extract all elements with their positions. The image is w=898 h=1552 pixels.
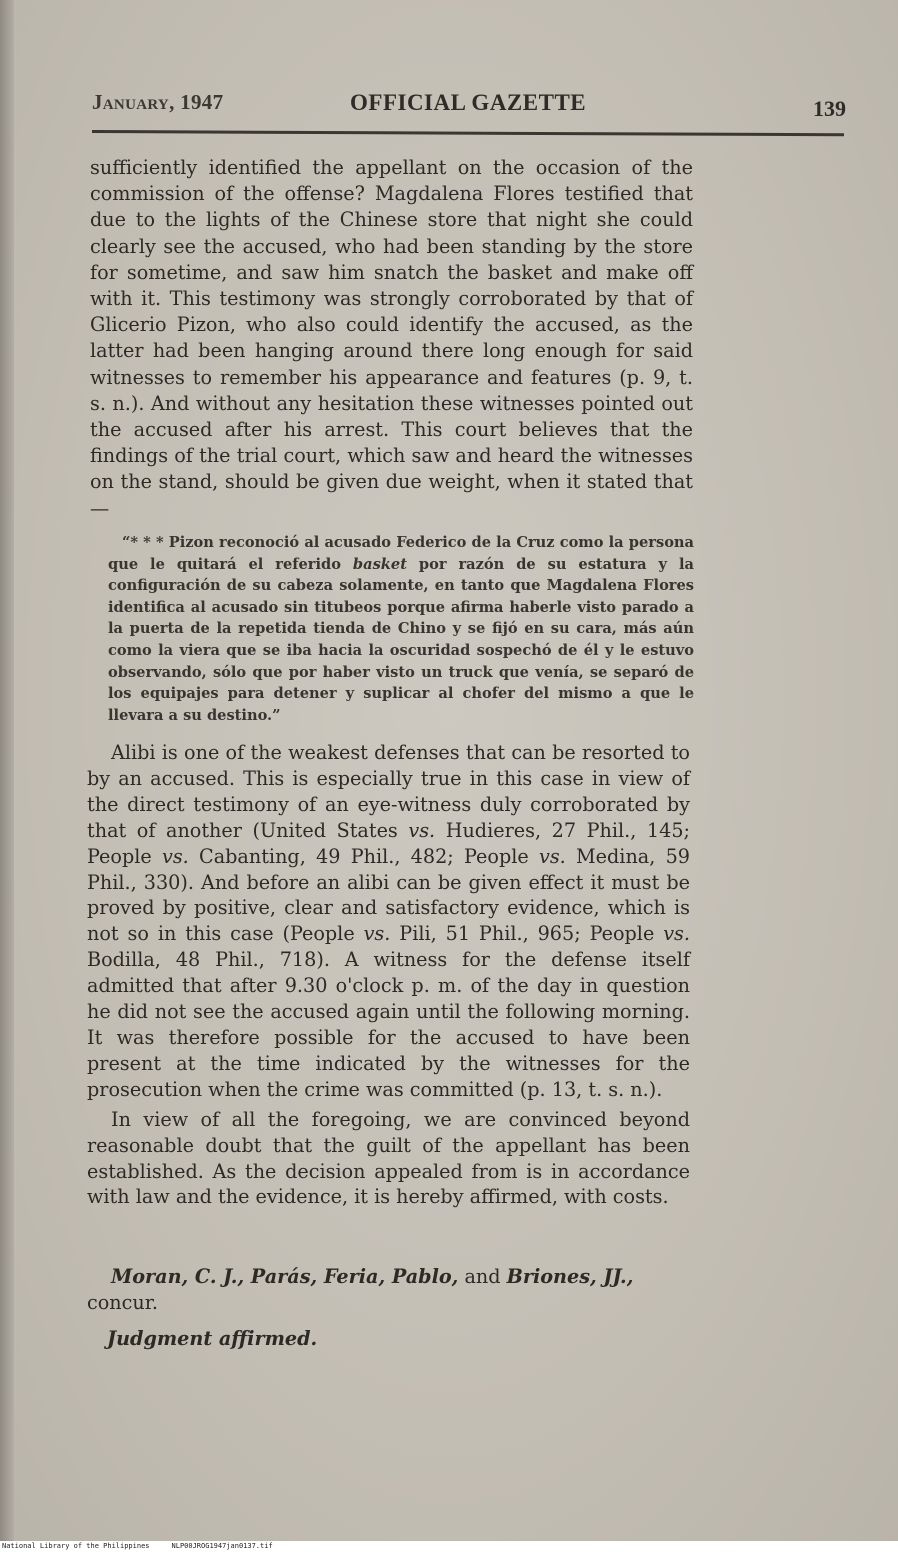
text-run: Alibi is one of the weakest defenses that can be resorted to by an accused. This is especially true in this case in view of the direct testimony of an eye-witness duly corroborated by that of another (United States <box>87 741 690 842</box>
text-run: Medina, 59 Phil., 330). And before an alibi can be given effect it must be proved by positive, clear and satisfactory evidence, which is not so in this case (People <box>87 844 690 946</box>
running-header <box>92 90 852 124</box>
header-date: January, 1947 <box>92 90 224 114</box>
italic-vs: vs. <box>663 922 690 946</box>
header-rule <box>92 130 844 136</box>
footer-filename: NLP00JROG1947jan0137.tif <box>171 1542 273 1550</box>
italic-vs: vs. <box>408 818 436 842</box>
block-quote <box>108 532 694 726</box>
page-number: 139 <box>813 96 846 121</box>
quote-part-a: “* * * Pizon reconoció al acusado Federico de la Cruz como la persona que le quitará el referido <box>108 534 694 573</box>
text-run: and <box>458 1265 507 1288</box>
italic-vs: vs. <box>538 844 566 868</box>
body-section-2 <box>87 740 690 1214</box>
italic-vs: vs. <box>363 922 391 946</box>
concur-word: concur. <box>87 1290 158 1314</box>
text-run: Bodilla, 48 Phil., 718). A witness for the defense itself admitted that after 9.30 o'clock p. m. of the day in question he did not see the accused again until the following morning. It was therefore possible for the accused to have been present at the time indicated by the witnesses for the prosecution when the crime was committed (p. 13, t. s. n.). <box>87 948 690 1101</box>
concur-line <box>87 1264 690 1290</box>
quote-part-b: por razón de su estatura y la configuración de su cabeza solamente, en tanto que Magdalena Flores identifica al acusado sin titubeos porque afirma haberle visto parado a la puerta de la repetida tienda de Chino y se fijó en su cara, más aún como la viera que se iba hacia la oscuridad sospechó de él y le estuvo observando, sólo que por haber visto un truck que venía, se separó de los equipajes para detener y suplicar al chofer del mismo a que le llevara a su destino.” <box>108 555 694 724</box>
judgment-line: Judgment affirmed. <box>107 1327 318 1350</box>
body-paragraph-1 <box>90 155 693 522</box>
paragraph-conclusion: In view of all the foregoing, we are convinced beyond reasonable doubt that the guilt of the appellant has been established. As the decision appealed from is in accordance with law and the evidence, it is hereby affirmed, with costs. <box>87 1107 690 1209</box>
footer-library: National Library of the Philippines <box>2 1542 150 1550</box>
quote-text <box>108 532 694 726</box>
text-run: Pili, 51 Phil., 965; People <box>390 922 664 946</box>
italic-vs: vs. <box>161 844 189 868</box>
header-title: OFFICIAL GAZETTE <box>350 90 587 115</box>
paragraph-text: sufficiently identified the appellant on the occasion of the commission of the offense? Magdalena Flores testified that due to the lights of the Chinese store that night she could clearly see the accused, who had been standing by the store for sometime, and saw him snatch the basket and make off with it. This testimony was strongly corroborated by that of Glicerio Pizon, who also could identify the accused, as the latter had been hanging around there long enough for said witnesses to remember his appearance and features (p. 9, t. s. n.). And without any hesitation these witnesses pointed out the accused after his arrest. This court believes that the findings of the trial court, which saw and heard the witnesses on the stand, should be given due weight, when it stated that— <box>90 156 693 520</box>
quote-italic-basket: basket <box>352 555 407 573</box>
text-run: Hudieres, 27 Phil., 145; People <box>87 818 690 868</box>
scan-footer <box>0 1541 898 1552</box>
concurrence <box>87 1264 690 1316</box>
justices-last: Briones, JJ., <box>506 1265 634 1288</box>
justices-names: Moran, C. J., Parás, Feria, Pablo, <box>111 1265 459 1288</box>
page-edge-shadow <box>0 0 14 1552</box>
paragraph-alibi <box>87 740 690 1103</box>
text-run: Cabanting, 49 Phil., 482; People <box>188 844 539 868</box>
